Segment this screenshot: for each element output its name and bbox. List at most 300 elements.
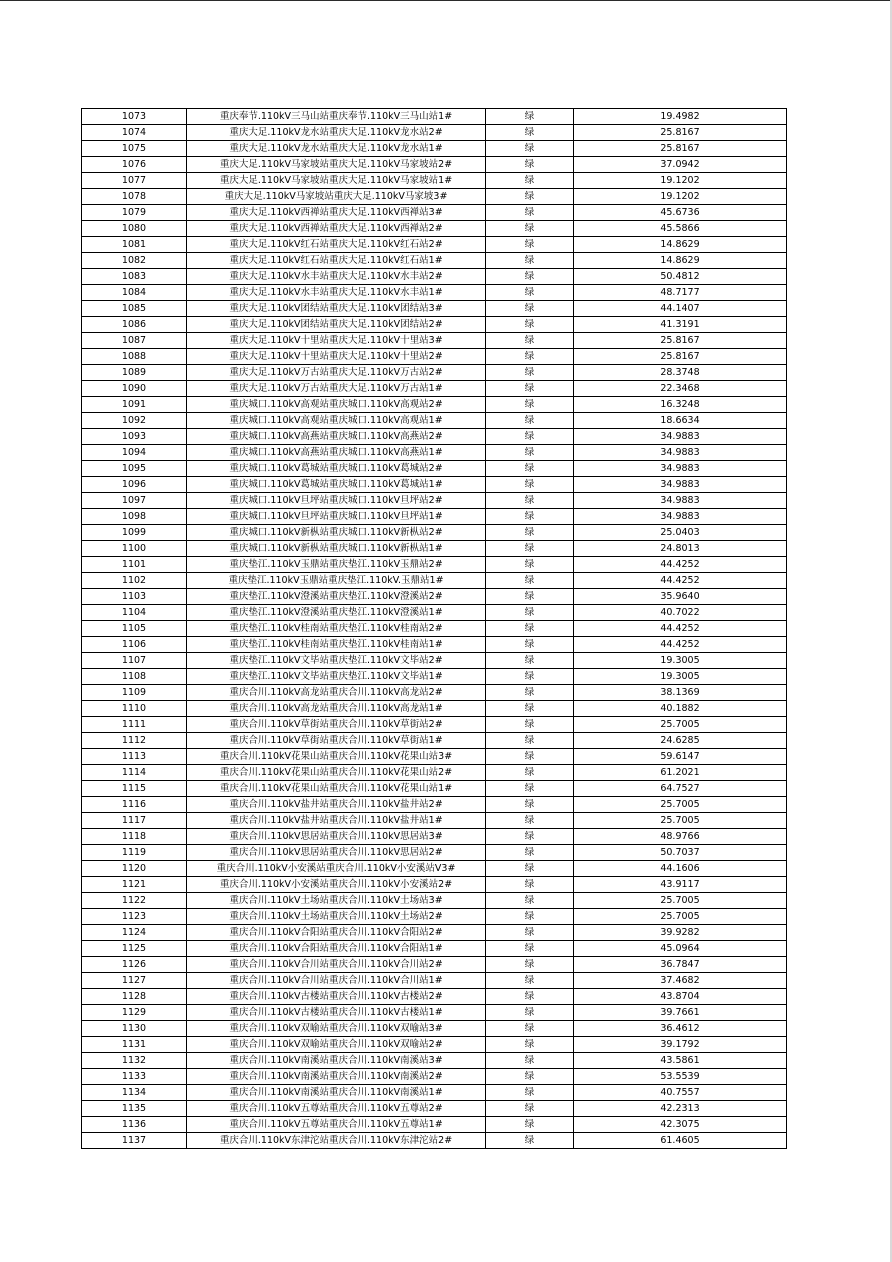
table-row <box>82 653 787 669</box>
table-row <box>82 477 787 493</box>
status-cell: 绿 <box>486 141 574 157</box>
station-name-cell: 重庆城口.110kV高观站重庆城口.110kV高观站1# <box>187 413 486 429</box>
row-number-cell: 1129 <box>82 1005 187 1021</box>
table-row <box>82 237 787 253</box>
table-row <box>82 541 787 557</box>
table-row <box>82 941 787 957</box>
station-name-cell: 重庆合川.110kV小安溪站重庆合川.110kV小安溪站2# <box>187 877 486 893</box>
row-number-cell: 1127 <box>82 973 187 989</box>
station-name-cell: 重庆合川.110kV东津沱站重庆合川.110kV东津沱站2# <box>187 1133 486 1149</box>
station-name-cell: 重庆大足.110kV马家坡站重庆大足.110kV马家坡站1# <box>187 173 486 189</box>
row-number-cell: 1110 <box>82 701 187 717</box>
status-cell: 绿 <box>486 749 574 765</box>
row-number-cell: 1112 <box>82 733 187 749</box>
row-number-cell: 1076 <box>82 157 187 173</box>
value-cell: 25.7005 <box>574 893 787 909</box>
station-name-cell: 重庆垫江.110kV文毕站重庆垫江.110kV文毕站2# <box>187 653 486 669</box>
status-cell: 绿 <box>486 589 574 605</box>
table-row <box>82 173 787 189</box>
status-cell: 绿 <box>486 605 574 621</box>
status-cell: 绿 <box>486 845 574 861</box>
value-cell: 50.7037 <box>574 845 787 861</box>
station-name-cell: 重庆合川.110kV草街站重庆合川.110kV草街站2# <box>187 717 486 733</box>
station-name-cell: 重庆大足.110kV十里站重庆大足.110kV十里站3# <box>187 333 486 349</box>
table-row <box>82 589 787 605</box>
value-cell: 36.7847 <box>574 957 787 973</box>
status-cell: 绿 <box>486 349 574 365</box>
value-cell: 25.7005 <box>574 797 787 813</box>
station-name-cell: 重庆合川.110kV草街站重庆合川.110kV草街站1# <box>187 733 486 749</box>
row-number-cell: 1120 <box>82 861 187 877</box>
table-row <box>82 925 787 941</box>
row-number-cell: 1088 <box>82 349 187 365</box>
row-number-cell: 1096 <box>82 477 187 493</box>
table-row <box>82 1037 787 1053</box>
status-cell: 绿 <box>486 253 574 269</box>
station-name-cell: 重庆合川.110kV南溪站重庆合川.110kV南溪站3# <box>187 1053 486 1069</box>
station-name-cell: 重庆大足.110kV红石站重庆大足.110kV红石站1# <box>187 253 486 269</box>
row-number-cell: 1086 <box>82 317 187 333</box>
value-cell: 40.7022 <box>574 605 787 621</box>
station-name-cell: 重庆奉节.110kV三马山站重庆奉节.110kV三马山站1# <box>187 109 486 125</box>
row-number-cell: 1080 <box>82 221 187 237</box>
value-cell: 48.7177 <box>574 285 787 301</box>
value-cell: 44.1606 <box>574 861 787 877</box>
row-number-cell: 1135 <box>82 1101 187 1117</box>
station-name-cell: 重庆合川.110kV高龙站重庆合川.110kV高龙站2# <box>187 685 486 701</box>
status-cell: 绿 <box>486 109 574 125</box>
table-row <box>82 109 787 125</box>
table-row <box>82 525 787 541</box>
station-name-cell: 重庆大足.110kV万古站重庆大足.110kV万古站1# <box>187 381 486 397</box>
status-cell: 绿 <box>486 1117 574 1133</box>
value-cell: 34.9883 <box>574 493 787 509</box>
status-cell: 绿 <box>486 285 574 301</box>
status-cell: 绿 <box>486 125 574 141</box>
row-number-cell: 1075 <box>82 141 187 157</box>
row-number-cell: 1092 <box>82 413 187 429</box>
value-cell: 40.1882 <box>574 701 787 717</box>
row-number-cell: 1137 <box>82 1133 187 1149</box>
station-name-cell: 重庆合川.110kV土场站重庆合川.110kV土场站3# <box>187 893 486 909</box>
value-cell: 25.8167 <box>574 349 787 365</box>
table-row <box>82 301 787 317</box>
status-cell: 绿 <box>486 797 574 813</box>
table-row <box>82 125 787 141</box>
row-number-cell: 1105 <box>82 621 187 637</box>
status-cell: 绿 <box>486 893 574 909</box>
station-name-cell: 重庆合川.110kV合川站重庆合川.110kV合川站1# <box>187 973 486 989</box>
station-name-cell: 重庆大足.110kV水丰站重庆大足.110kV水丰站1# <box>187 285 486 301</box>
status-cell: 绿 <box>486 829 574 845</box>
station-name-cell: 重庆合川.110kV小安溪站重庆合川.110kV小安溪站V3# <box>187 861 486 877</box>
status-cell: 绿 <box>486 957 574 973</box>
station-name-cell: 重庆大足.110kV十里站重庆大足.110kV十里站2# <box>187 349 486 365</box>
station-name-cell: 重庆大足.110kV龙水站重庆大足.110kV龙水站1# <box>187 141 486 157</box>
status-cell: 绿 <box>486 1133 574 1149</box>
row-number-cell: 1100 <box>82 541 187 557</box>
station-name-cell: 重庆合川.110kV土场站重庆合川.110kV土场站2# <box>187 909 486 925</box>
station-name-cell: 重庆合川.110kV高龙站重庆合川.110kV高龙站1# <box>187 701 486 717</box>
row-number-cell: 1128 <box>82 989 187 1005</box>
station-name-cell: 重庆垫江.110kV玉鼎站重庆垫江.110kV.玉鼎站1# <box>187 573 486 589</box>
value-cell: 45.6736 <box>574 205 787 221</box>
status-cell: 绿 <box>486 445 574 461</box>
value-cell: 44.4252 <box>574 573 787 589</box>
table-row <box>82 205 787 221</box>
value-cell: 19.1202 <box>574 173 787 189</box>
status-cell: 绿 <box>486 1085 574 1101</box>
row-number-cell: 1133 <box>82 1069 187 1085</box>
status-cell: 绿 <box>486 861 574 877</box>
status-cell: 绿 <box>486 1021 574 1037</box>
table-row <box>82 493 787 509</box>
status-cell: 绿 <box>486 221 574 237</box>
station-name-cell: 重庆大足.110kV马家坡站重庆大足.110kV马家坡站2# <box>187 157 486 173</box>
value-cell: 37.4682 <box>574 973 787 989</box>
row-number-cell: 1107 <box>82 653 187 669</box>
station-name-cell: 重庆合川.110kV合川站重庆合川.110kV合川站2# <box>187 957 486 973</box>
value-cell: 64.7527 <box>574 781 787 797</box>
value-cell: 34.9883 <box>574 429 787 445</box>
table-row <box>82 509 787 525</box>
table-row <box>82 733 787 749</box>
status-cell: 绿 <box>486 733 574 749</box>
station-name-cell: 重庆合川.110kV合阳站重庆合川.110kV合阳站2# <box>187 925 486 941</box>
value-cell: 45.0964 <box>574 941 787 957</box>
station-name-cell: 重庆垫江.110kV澄溪站重庆垫江.110kV澄溪站2# <box>187 589 486 605</box>
row-number-cell: 1130 <box>82 1021 187 1037</box>
status-cell: 绿 <box>486 173 574 189</box>
value-cell: 38.1369 <box>574 685 787 701</box>
value-cell: 19.3005 <box>574 653 787 669</box>
table-row <box>82 909 787 925</box>
station-name-cell: 重庆城口.110kV高燕站重庆城口.110kV高燕站1# <box>187 445 486 461</box>
table-row <box>82 1021 787 1037</box>
row-number-cell: 1073 <box>82 109 187 125</box>
status-cell: 绿 <box>486 461 574 477</box>
station-name-cell: 重庆合川.110kV思居站重庆合川.110kV思居站2# <box>187 845 486 861</box>
row-number-cell: 1119 <box>82 845 187 861</box>
status-cell: 绿 <box>486 317 574 333</box>
row-number-cell: 1091 <box>82 397 187 413</box>
status-cell: 绿 <box>486 573 574 589</box>
status-cell: 绿 <box>486 701 574 717</box>
value-cell: 34.9883 <box>574 477 787 493</box>
station-name-cell: 重庆城口.110kV旦坪站重庆城口.110kV旦坪站2# <box>187 493 486 509</box>
value-cell: 14.8629 <box>574 253 787 269</box>
status-cell: 绿 <box>486 269 574 285</box>
status-cell: 绿 <box>486 765 574 781</box>
table-row <box>82 157 787 173</box>
value-cell: 37.0942 <box>574 157 787 173</box>
station-name-cell: 重庆合川.110kV盐井站重庆合川.110kV盐井站2# <box>187 797 486 813</box>
table-row <box>82 285 787 301</box>
row-number-cell: 1117 <box>82 813 187 829</box>
status-cell: 绿 <box>486 477 574 493</box>
table-row <box>82 317 787 333</box>
table-row <box>82 461 787 477</box>
row-number-cell: 1101 <box>82 557 187 573</box>
station-name-cell: 重庆大足.110kV龙水站重庆大足.110kV龙水站2# <box>187 125 486 141</box>
station-name-cell: 重庆城口.110kV高燕站重庆城口.110kV高燕站2# <box>187 429 486 445</box>
station-name-cell: 重庆城口.110kV高观站重庆城口.110kV高观站2# <box>187 397 486 413</box>
table-row <box>82 685 787 701</box>
value-cell: 25.7005 <box>574 813 787 829</box>
row-number-cell: 1126 <box>82 957 187 973</box>
table-row <box>82 429 787 445</box>
row-number-cell: 1082 <box>82 253 187 269</box>
value-cell: 48.9766 <box>574 829 787 845</box>
table-row <box>82 797 787 813</box>
table-row <box>82 221 787 237</box>
status-cell: 绿 <box>486 781 574 797</box>
row-number-cell: 1111 <box>82 717 187 733</box>
value-cell: 25.7005 <box>574 909 787 925</box>
value-cell: 50.4812 <box>574 269 787 285</box>
row-number-cell: 1115 <box>82 781 187 797</box>
row-number-cell: 1102 <box>82 573 187 589</box>
status-cell: 绿 <box>486 653 574 669</box>
row-number-cell: 1089 <box>82 365 187 381</box>
row-number-cell: 1124 <box>82 925 187 941</box>
row-number-cell: 1122 <box>82 893 187 909</box>
value-cell: 39.1792 <box>574 1037 787 1053</box>
value-cell: 61.4605 <box>574 1133 787 1149</box>
status-cell: 绿 <box>486 669 574 685</box>
value-cell: 16.3248 <box>574 397 787 413</box>
row-number-cell: 1094 <box>82 445 187 461</box>
status-cell: 绿 <box>486 429 574 445</box>
value-cell: 19.3005 <box>574 669 787 685</box>
status-cell: 绿 <box>486 1053 574 1069</box>
value-cell: 34.9883 <box>574 509 787 525</box>
status-cell: 绿 <box>486 509 574 525</box>
status-cell: 绿 <box>486 685 574 701</box>
station-name-cell: 重庆垫江.110kV桂南站重庆垫江.110kV桂南站2# <box>187 621 486 637</box>
value-cell: 14.8629 <box>574 237 787 253</box>
table-row <box>82 845 787 861</box>
table-row <box>82 701 787 717</box>
station-name-cell: 重庆合川.110kV双喻站重庆合川.110kV双喻站2# <box>187 1037 486 1053</box>
table-row <box>82 413 787 429</box>
status-cell: 绿 <box>486 365 574 381</box>
station-name-cell: 重庆合川.110kV花果山站重庆合川.110kV花果山站3# <box>187 749 486 765</box>
status-cell: 绿 <box>486 557 574 573</box>
table-row <box>82 813 787 829</box>
table-row <box>82 557 787 573</box>
station-name-cell: 重庆合川.110kV花果山站重庆合川.110kV花果山站1# <box>187 781 486 797</box>
value-cell: 39.9282 <box>574 925 787 941</box>
row-number-cell: 1134 <box>82 1085 187 1101</box>
row-number-cell: 1118 <box>82 829 187 845</box>
table-row <box>82 989 787 1005</box>
row-number-cell: 1077 <box>82 173 187 189</box>
value-cell: 59.6147 <box>574 749 787 765</box>
value-cell: 22.3468 <box>574 381 787 397</box>
table-row <box>82 349 787 365</box>
table-row <box>82 381 787 397</box>
status-cell: 绿 <box>486 413 574 429</box>
row-number-cell: 1136 <box>82 1117 187 1133</box>
status-cell: 绿 <box>486 189 574 205</box>
station-name-cell: 重庆合川.110kV盐井站重庆合川.110kV盐井站1# <box>187 813 486 829</box>
station-name-cell: 重庆合川.110kV双喻站重庆合川.110kV双喻站3# <box>187 1021 486 1037</box>
station-name-cell: 重庆大足.110kV万古站重庆大足.110kV万古站2# <box>187 365 486 381</box>
row-number-cell: 1079 <box>82 205 187 221</box>
table-row <box>82 1005 787 1021</box>
status-cell: 绿 <box>486 989 574 1005</box>
value-cell: 61.2021 <box>574 765 787 781</box>
table-row <box>82 253 787 269</box>
value-cell: 39.7661 <box>574 1005 787 1021</box>
station-name-cell: 重庆城口.110kV新枞站重庆城口.110kV新枞站2# <box>187 525 486 541</box>
table-row <box>82 717 787 733</box>
status-cell: 绿 <box>486 1005 574 1021</box>
value-cell: 43.8704 <box>574 989 787 1005</box>
status-cell: 绿 <box>486 493 574 509</box>
value-cell: 25.8167 <box>574 125 787 141</box>
value-cell: 36.4612 <box>574 1021 787 1037</box>
table-row <box>82 269 787 285</box>
data-table <box>81 108 787 1149</box>
value-cell: 35.9640 <box>574 589 787 605</box>
page-top-border <box>0 0 892 1</box>
row-number-cell: 1081 <box>82 237 187 253</box>
station-name-cell: 重庆大足.110kV红石站重庆大足.110kV红石站2# <box>187 237 486 253</box>
table-row <box>82 365 787 381</box>
station-name-cell: 重庆大足.110kV团结站重庆大足.110kV团结站3# <box>187 301 486 317</box>
status-cell: 绿 <box>486 237 574 253</box>
table-row <box>82 637 787 653</box>
status-cell: 绿 <box>486 301 574 317</box>
station-name-cell: 重庆合川.110kV五尊站重庆合川.110kV五尊站2# <box>187 1101 486 1117</box>
row-number-cell: 1123 <box>82 909 187 925</box>
station-name-cell: 重庆垫江.110kV桂南站重庆垫江.110kV桂南站1# <box>187 637 486 653</box>
table-row <box>82 445 787 461</box>
table-row <box>82 781 787 797</box>
status-cell: 绿 <box>486 813 574 829</box>
value-cell: 19.4982 <box>574 109 787 125</box>
status-cell: 绿 <box>486 637 574 653</box>
station-name-cell: 重庆大足.110kV马家坡站重庆大足.110kV马家坡3# <box>187 189 486 205</box>
station-name-cell: 重庆垫江.110kV文毕站重庆垫江.110kV文毕站1# <box>187 669 486 685</box>
value-cell: 44.1407 <box>574 301 787 317</box>
status-cell: 绿 <box>486 1101 574 1117</box>
table-row <box>82 573 787 589</box>
value-cell: 43.9117 <box>574 877 787 893</box>
value-cell: 43.5861 <box>574 1053 787 1069</box>
row-number-cell: 1104 <box>82 605 187 621</box>
table-row <box>82 333 787 349</box>
station-name-cell: 重庆合川.110kV南溪站重庆合川.110kV南溪站1# <box>187 1085 486 1101</box>
station-name-cell: 重庆垫江.110kV澄溪站重庆垫江.110kV澄溪站1# <box>187 605 486 621</box>
station-name-cell: 重庆合川.110kV南溪站重庆合川.110kV南溪站2# <box>187 1069 486 1085</box>
status-cell: 绿 <box>486 925 574 941</box>
table-row <box>82 1133 787 1149</box>
value-cell: 40.7557 <box>574 1085 787 1101</box>
table-row <box>82 141 787 157</box>
value-cell: 44.4252 <box>574 637 787 653</box>
status-cell: 绿 <box>486 877 574 893</box>
row-number-cell: 1083 <box>82 269 187 285</box>
status-cell: 绿 <box>486 717 574 733</box>
status-cell: 绿 <box>486 157 574 173</box>
table-row <box>82 765 787 781</box>
value-cell: 42.2313 <box>574 1101 787 1117</box>
value-cell: 44.4252 <box>574 621 787 637</box>
station-name-cell: 重庆城口.110kV旦坪站重庆城口.110kV旦坪站1# <box>187 509 486 525</box>
station-name-cell: 重庆合川.110kV思居站重庆合川.110kV思居站3# <box>187 829 486 845</box>
value-cell: 25.0403 <box>574 525 787 541</box>
row-number-cell: 1095 <box>82 461 187 477</box>
row-number-cell: 1116 <box>82 797 187 813</box>
table-row <box>82 829 787 845</box>
row-number-cell: 1099 <box>82 525 187 541</box>
row-number-cell: 1078 <box>82 189 187 205</box>
station-name-cell: 重庆大足.110kV水丰站重庆大足.110kV水丰站2# <box>187 269 486 285</box>
table-row <box>82 669 787 685</box>
value-cell: 25.8167 <box>574 141 787 157</box>
value-cell: 34.9883 <box>574 461 787 477</box>
row-number-cell: 1074 <box>82 125 187 141</box>
row-number-cell: 1090 <box>82 381 187 397</box>
row-number-cell: 1093 <box>82 429 187 445</box>
status-cell: 绿 <box>486 205 574 221</box>
station-name-cell: 重庆合川.110kV五尊站重庆合川.110kV五尊站1# <box>187 1117 486 1133</box>
row-number-cell: 1098 <box>82 509 187 525</box>
table-row <box>82 749 787 765</box>
value-cell: 25.8167 <box>574 333 787 349</box>
row-number-cell: 1131 <box>82 1037 187 1053</box>
value-cell: 41.3191 <box>574 317 787 333</box>
station-name-cell: 重庆大足.110kV西禅站重庆大足.110kV西禅站2# <box>187 221 486 237</box>
row-number-cell: 1097 <box>82 493 187 509</box>
table-row <box>82 605 787 621</box>
station-name-cell: 重庆合川.110kV合阳站重庆合川.110kV合阳站1# <box>187 941 486 957</box>
row-number-cell: 1113 <box>82 749 187 765</box>
row-number-cell: 1109 <box>82 685 187 701</box>
station-name-cell: 重庆合川.110kV花果山站重庆合川.110kV花果山站2# <box>187 765 486 781</box>
station-name-cell: 重庆大足.110kV西禅站重庆大足.110kV西禅站3# <box>187 205 486 221</box>
value-cell: 34.9883 <box>574 445 787 461</box>
table-row <box>82 1117 787 1133</box>
status-cell: 绿 <box>486 909 574 925</box>
row-number-cell: 1121 <box>82 877 187 893</box>
table-row <box>82 189 787 205</box>
table-body <box>82 109 787 1149</box>
row-number-cell: 1106 <box>82 637 187 653</box>
value-cell: 42.3075 <box>574 1117 787 1133</box>
row-number-cell: 1084 <box>82 285 187 301</box>
station-name-cell: 重庆城口.110kV新枞站重庆城口.110kV新枞站1# <box>187 541 486 557</box>
status-cell: 绿 <box>486 1037 574 1053</box>
row-number-cell: 1085 <box>82 301 187 317</box>
table-row <box>82 621 787 637</box>
station-name-cell: 重庆垫江.110kV玉鼎站重庆垫江.110kV玉鼎站2# <box>187 557 486 573</box>
station-name-cell: 重庆合川.110kV古楼站重庆合川.110kV古楼站2# <box>187 989 486 1005</box>
table-row <box>82 397 787 413</box>
table-row <box>82 973 787 989</box>
table-row <box>82 861 787 877</box>
table-row <box>82 1101 787 1117</box>
value-cell: 25.7005 <box>574 717 787 733</box>
station-name-cell: 重庆合川.110kV古楼站重庆合川.110kV古楼站1# <box>187 1005 486 1021</box>
value-cell: 18.6634 <box>574 413 787 429</box>
status-cell: 绿 <box>486 525 574 541</box>
station-name-cell: 重庆城口.110kV葛城站重庆城口.110kV葛城站1# <box>187 477 486 493</box>
value-cell: 44.4252 <box>574 557 787 573</box>
